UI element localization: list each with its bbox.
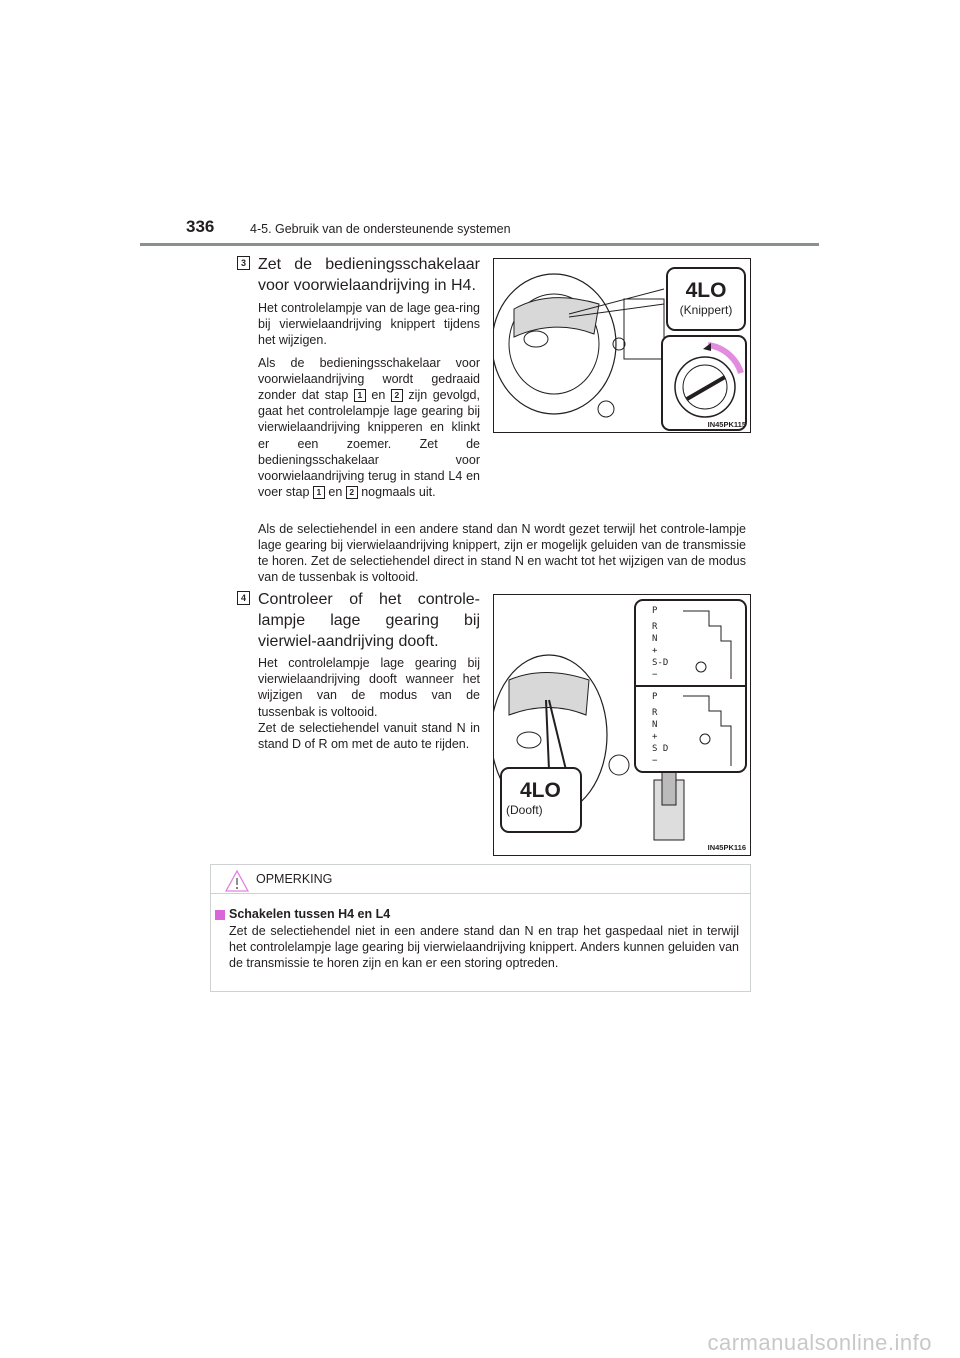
gate-top: P R N + S-D − [652, 606, 669, 680]
step-ref-1: 1 [354, 389, 366, 402]
switch-callout [661, 335, 747, 431]
indicator-callout [500, 767, 582, 833]
step4-para2: Zet de selectiehendel vanuit stand N in stand D of R om met de auto te rijden. [258, 720, 480, 752]
note-title: OPMERKING [256, 872, 333, 886]
figure-id: IN45PK116 [707, 843, 746, 852]
figure-id: IN45PK115 [707, 420, 746, 429]
shift-gate-callout [634, 599, 747, 773]
figure-4wd-switch [493, 258, 751, 433]
step-ref-2: 2 [391, 389, 403, 402]
step3-para2: Als de bedieningsschakelaar voor voorwielaandrijving wordt gedraaid zonder dat stap 1 en 2 zijn gevolgd, gaat het controlelampje lage gearing bij vierwielaandrijving knipperen en klinkt er een zoemer. Zet de bedieningsschakelaar voor voorwielaandrijving terug in stand L4 en voer stap 1 en 2 nogmaals uit. [258, 355, 480, 500]
note-header [211, 865, 750, 894]
step-number-3: 3 [237, 256, 250, 270]
note-text: Zet de selectiehendel niet in een andere stand dan N en trap het gaspedaal niet in terwijl het controlelampje lage gearing bij vierwielaandrijving knippert. Anders kunnen geluiden van de transmissie te horen zijn en kan er een storing optreden. [229, 924, 739, 970]
indicator-state: (Knippert) [679, 303, 733, 317]
wide-paragraph: Als de selectiehendel in een andere stand dan N wordt gezet terwijl het controle-lampje lage gearing bij vierwielaandrijving knippert, zijn er mogelijk geluiden van de transmissie te horen. Zet de selectiehendel direct in stand N en wacht tot het wijzigen van de modus van de tussenbak is voltooid. [258, 522, 746, 584]
step-ref-1: 1 [313, 486, 325, 499]
step3-body [258, 300, 480, 506]
indicator-state: (Dooft) [506, 803, 543, 817]
step-ref-2: 2 [346, 486, 358, 499]
step4-para1: Het controlelampje lage gearing bij vierwielaandrijving dooft wanneer het wijzigen van de modus van de tussenbak is voltooid. [258, 656, 480, 719]
warning-triangle-icon [225, 870, 249, 892]
step4-heading: Controleer of het controle-lampje lage gearing bij vierwiel-aandrijving dooft. [258, 591, 480, 650]
section-title: 4-5. Gebruik van de ondersteunende systemen [250, 222, 511, 236]
4lo-indicator-label: 4LO [685, 279, 727, 302]
indicator-callout [666, 267, 746, 331]
header-rule [140, 243, 819, 246]
gate-pattern-icon [681, 601, 741, 769]
watermark: carmanualsonline.info [707, 1330, 932, 1355]
note-box [210, 864, 751, 992]
page-number: 336 [186, 217, 215, 236]
4lo-indicator-label: 4LO [520, 779, 561, 802]
bullet-square-icon [215, 910, 225, 920]
figure-shift-lever [493, 594, 751, 856]
step3-heading: Zet de bedieningsschakelaar voor voorwielaandrijving in H4. [258, 256, 480, 294]
step4-body [258, 655, 480, 758]
4wd-dial-icon [663, 337, 745, 429]
step-number-4: 4 [237, 591, 250, 605]
gate-bottom: P R N + S D − [652, 692, 669, 766]
note-subheading: Schakelen tussen H4 en L4 [229, 907, 391, 921]
step3-para1: Het controlelampje van de lage gea-ring bij vierwielaandrijving knippert tijdens het wijzigen. [258, 301, 480, 348]
